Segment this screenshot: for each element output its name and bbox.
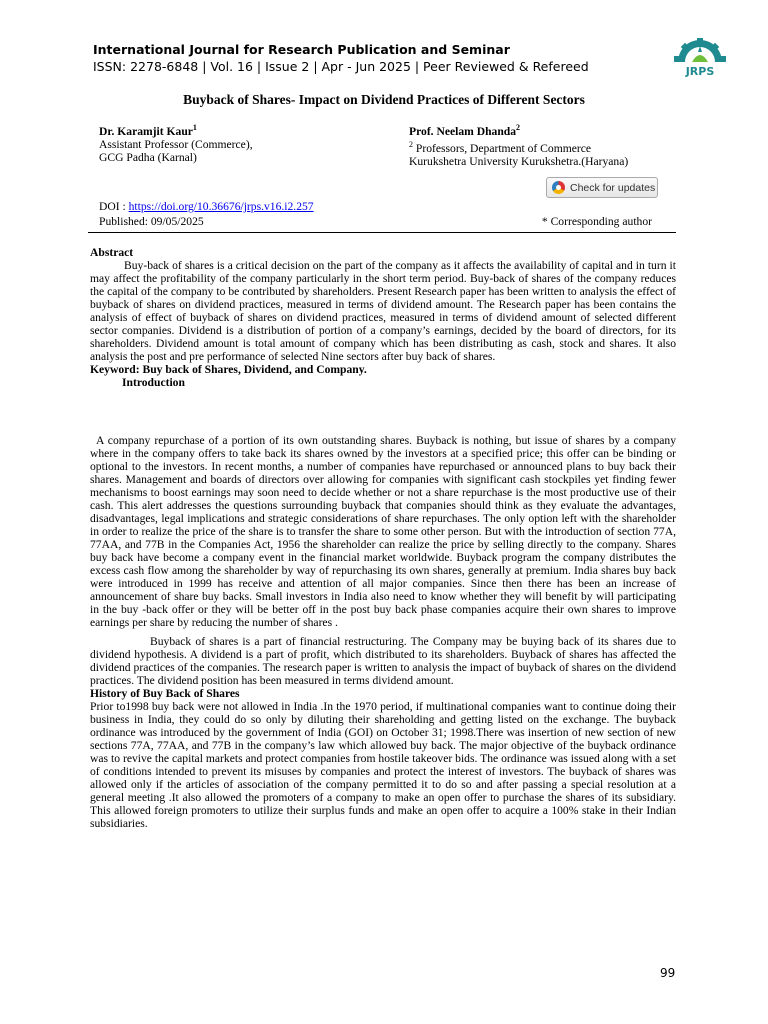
journal-issn-line: ISSN: 2278-6848 | Vol. 16 | Issue 2 | Apr - Jun 2025 | Peer Reviewed & Refereed: [93, 59, 589, 74]
page-number: 99: [660, 966, 676, 980]
check-for-updates-button[interactable]: [546, 177, 658, 198]
check-for-updates-label: Check for updates: [570, 181, 656, 194]
paper-title: Buyback of Shares- Impact on Dividend Practices of Different Sectors: [183, 92, 585, 107]
history-text: Prior to1998 buy back were not allowed in India .In the 1970 period, if multinational companies want to continue doing their business in India, they could do so only by diluting their shareholding and getting listed on the exchange. The buyback ordinance was introduced by the government of India (GOI) on October 31; 1998.There was insertion of new section of new sections 77A, 77AA, and 77B in the company’s law which allowed buy back. The major objective of the buyback ordinance was to revive the capital markets and protect companies from hostile takeover bids. The ordinance was issued along with a set of conditions intended to prevent its misuses by companies and protect the interest of investors. The buyback of shares was allowed only if the articles of association of the company permitted it to do so and after passing a special resolution at a general meeting .It also allowed the promoters of a company to make an open offer to purchase the shares of its subsidiary. This allowed foreign promoters to utilize their surplus funds and make an open offer to acquire a 100% stake in their Indian subsidiaries.: [90, 700, 676, 830]
doi-link[interactable]: https://doi.org/10.36676/jrps.v16.i2.257: [128, 200, 314, 213]
corresponding-author-note: * Corresponding author: [541, 215, 652, 228]
author-1-affil-1: Assistant Professor (Commerce),: [99, 137, 253, 151]
abstract-heading: Abstract: [90, 246, 134, 259]
keywords: Keyword: Buy back of Shares, Dividend, and Company.: [90, 363, 367, 376]
introduction-section: [90, 434, 676, 830]
gear-icon: [674, 38, 726, 62]
author-2-affil-sup: 2: [409, 139, 413, 149]
author-2-name: Prof. Neelam Dhanda: [409, 124, 517, 138]
journal-logo: [668, 38, 732, 78]
author-2-sup: 2: [516, 123, 521, 132]
journal-name: International Journal for Research Publication and Seminar: [93, 42, 510, 57]
doi-label: DOI :: [99, 200, 129, 213]
author-1-affil-2: GCG Padha (Karnal): [99, 150, 197, 164]
author-2: [409, 121, 628, 168]
author-1-name: Dr. Karamjit Kaur: [99, 124, 193, 138]
abstract-text: Buy-back of shares is a critical decision on the part of the company as it affects the availability of capital and in turn it may affect the profitability of the company particularly in the short term period. Buy-back of shares of the company reduces the capital of the company to be contributed by shareholders. Present Research paper has been written to analysis the effect of buyback of shares on dividend practices, measured in terms of dividend amount. The Research paper has been contains the analysis of effect of buyback of shares on dividend practices, measured in terms of dividend amount of selected different sector companies. Dividend is a distribution of portion of a company’s earnings, decided by the board of directors, for its shareholders. Dividend amount is total amount of company which has been distributing as cash, stock and shares. It also analysis the post and pre performance of selected Nine sectors after buy back of shares.: [90, 259, 676, 363]
author-1-sup: 1: [192, 123, 197, 132]
history-heading: History of Buy Back of Shares: [90, 687, 240, 700]
introduction-para-1: A company repurchase of a portion of its own outstanding shares. Buyback is nothing, but issue of shares by a company where in the company offers to take back its shares owned by the investors at a specified price; this offer can be binding or optional to the investors. In recent months, a number of companies have repurchased or announced plans to buy back their shares. Management and boards of directors over allowing for companies with significant cash stockpiles yet finding fewer mechanisms to boost earnings may soon need to decide whether or not a share repurchase is the most productive use of their cash. This alert addresses the questions surrounding buyback that companies should think as they evaluate the advantages, disadvantages, legal implications and strategic considerations of share repurchases. The only option left with the shareholder in order to realize the price of the share is to transfer the share to some other person. But with the introduction of section 77A, 77AA, and 77B in the Companies Act, 1956 the shareholder can realize the price by selling directly to the company. Shares buy back have become a company event in the financial market worldwide. Buyback program the company distributes the excess cash flow among the shareholder by way of repurchasing its own shares, generally at premium. India shares buy back were introduced in 1999 has receive and attention of all major companies. Since then there has been an increase of announcement of share buy backs. Small investors in India also need to know whether they will benefit by will participating in the buy -back offer or they will be better off in the post buy back phase companies acquire their own shares to improve earnings per share by reducing the number of shares .: [90, 434, 676, 629]
doi-line: [99, 200, 314, 213]
header-divider: [88, 232, 676, 233]
author-1: [99, 121, 253, 164]
author-2-affil-1: Professors, Department of Commerce: [413, 141, 592, 155]
author-2-affil-2: Kurukshetra University Kurukshetra.(Haryana): [409, 154, 629, 168]
introduction-para-2: Buyback of shares is a part of financial restructuring. The Company may be buying back of its shares due to dividend hypothesis. A dividend is a part of profit, which distributed to its shareholders. Buyback of shares has affected the dividend practices of the companies. The research paper is written to analysis the impact of buyback of shares on the dividend practices. The dividend position has been measured in terms dividend amount.: [90, 635, 676, 687]
introduction-heading: Introduction: [122, 376, 185, 389]
logo-text: JRPS: [685, 65, 715, 78]
published-date: Published: 09/05/2025: [99, 215, 204, 228]
abstract-section: [90, 246, 676, 389]
crossmark-icon: [552, 181, 565, 194]
